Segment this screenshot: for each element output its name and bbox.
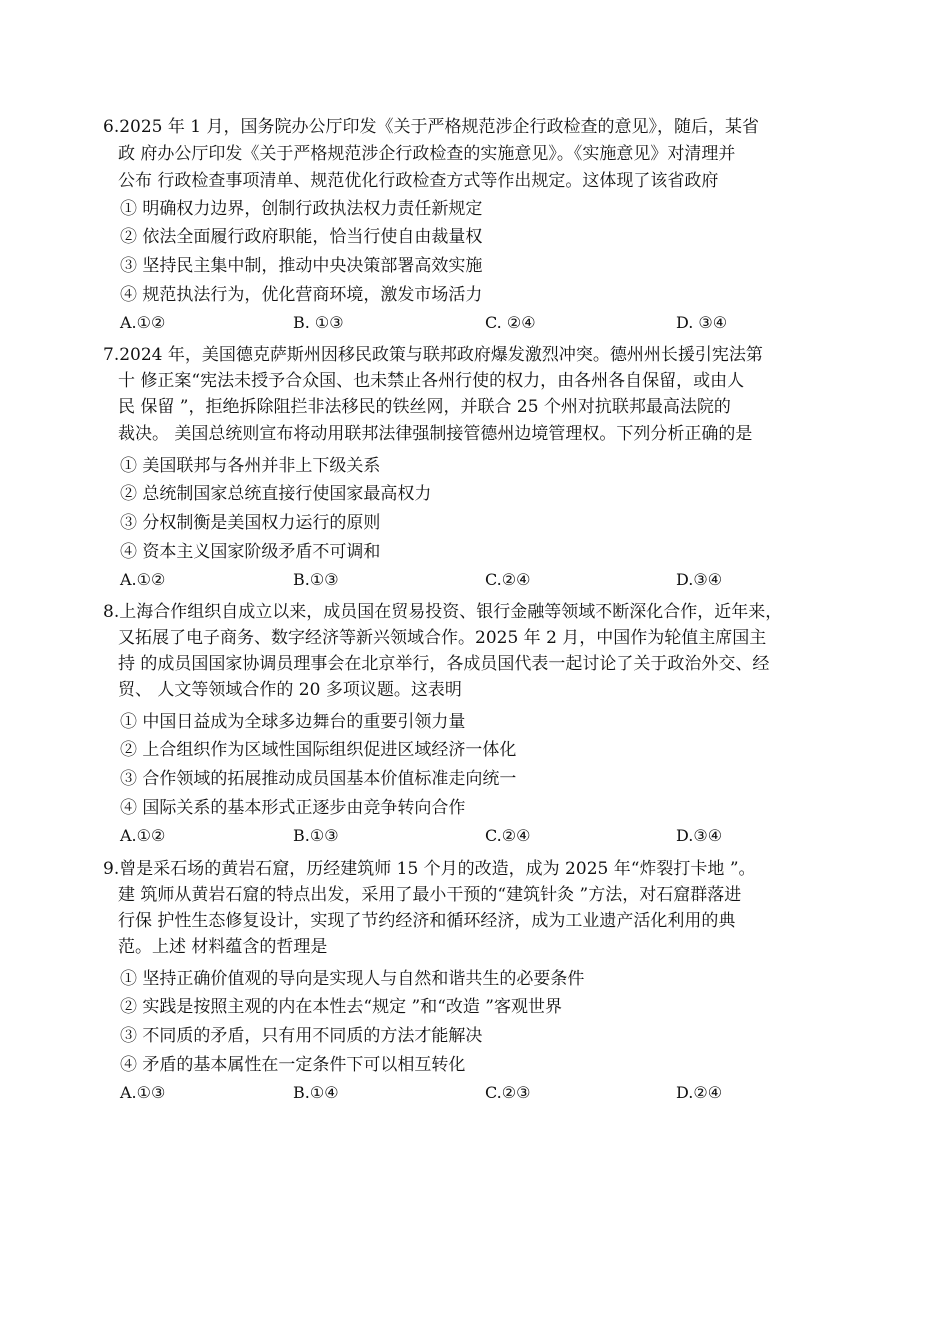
question-stem-line: 9.曾是采石场的黄岩石窟，历经建筑师 15 个月的改造，成为 2025 年“炸裂打卡地 ”。: [103, 859, 756, 879]
question-stem-line: 建 筑师从黄岩石窟的特点出发，采用了最小干预的“建筑针灸 ”方法，对石窟群落进: [118, 885, 742, 905]
statement-2: ② 上合组织作为区域性国际组织促进区域经济一体化: [120, 740, 517, 760]
statement-3: ③ 坚持民主集中制，推动中央决策部署高效实施: [120, 256, 483, 276]
choice-b[interactable]: B. ①③: [293, 313, 344, 332]
statement-4: ④ 资本主义国家阶级矛盾不可调和: [120, 542, 381, 562]
statement-3: ③ 合作领域的拓展推动成员国基本价值标准走向统一: [120, 769, 517, 789]
question-stem-line: 7.2024 年，美国德克萨斯州因移民政策与联邦政府爆发激烈冲突。德州州长援引宪法第: [103, 345, 763, 365]
statement-1: ① 坚持正确价值观的导向是实现人与自然和谐共生的必要条件: [120, 969, 585, 989]
question-stem-line: 8.上海合作组织自成立以来，成员国在贸易投资、银行金融等领域不断深化合作，近年来，: [103, 602, 783, 622]
statement-4: ④ 规范执法行为，优化营商环境，激发市场活力: [120, 285, 483, 305]
choice-c[interactable]: C. ②④: [485, 313, 536, 332]
choice-a[interactable]: A.①②: [120, 313, 166, 332]
question-stem-line: 政 府办公厅印发《关于严格规范涉企行政检查的实施意见》。《实施意见》对清理并: [118, 144, 736, 164]
choice-b[interactable]: B.①④: [293, 1083, 339, 1102]
question-stem-line: 又拓展了电子商务、数字经济等新兴领域合作。2025 年 2 月，中国作为轮值主席国主: [118, 628, 767, 648]
choice-d[interactable]: D. ③④: [676, 313, 728, 332]
choice-a[interactable]: A.①③: [120, 1083, 166, 1102]
statement-4: ④ 国际关系的基本形式正逐步由竞争转向合作: [120, 798, 466, 818]
choice-c[interactable]: C.②④: [485, 826, 531, 845]
choice-d[interactable]: D.③④: [676, 826, 723, 845]
statement-1: ① 中国日益成为全球多边舞台的重要引领力量: [120, 712, 466, 732]
question-stem-line: 持 的成员国国家协调员理事会在北京举行，各成员国代表一起讨论了关于政治外交、经: [118, 654, 770, 674]
statement-1: ① 美国联邦与各州并非上下级关系: [120, 456, 381, 476]
question-stem-line: 贸、 人文等领域合作的 20 多项议题。这表明: [118, 680, 462, 700]
question-stem-line: 十 修正案“宪法未授予合众国、也未禁止各州行使的权力，由各州各自保留，或由人: [118, 371, 745, 391]
question-stem-line: 公布 行政检查事项清单、规范优化行政检查方式等作出规定。这体现了该省政府: [118, 171, 719, 191]
statement-2: ② 总统制国家总统直接行使国家最高权力: [120, 484, 432, 504]
choice-c[interactable]: C.②④: [485, 570, 531, 589]
choice-d[interactable]: D.③④: [676, 570, 723, 589]
question-stem-line: 民 保留 ”，拒绝拆除阻拦非法移民的铁丝网，并联合 25 个州对抗联邦最高法院的: [118, 397, 731, 417]
question-stem-line: 6.2025 年 1 月，国务院办公厅印发《关于严格规范涉企行政检查的意见》，随后，某省: [103, 117, 760, 137]
question-stem-line: 范。上述 材料蕴含的哲理是: [118, 937, 328, 957]
statement-2: ② 实践是按照主观的内在本性去“规定 ”和“改造 ”客观世界: [120, 997, 562, 1017]
choice-d[interactable]: D.②④: [676, 1083, 723, 1102]
statement-3: ③ 不同质的矛盾，只有用不同质的方法才能解决: [120, 1026, 483, 1046]
question-stem-line: 裁决。 美国总统则宣布将动用联邦法律强制接管德州边境管理权。下列分析正确的是: [118, 424, 753, 444]
choice-a[interactable]: A.①②: [120, 570, 166, 589]
statement-4: ④ 矛盾的基本属性在一定条件下可以相互转化: [120, 1055, 466, 1075]
choice-a[interactable]: A.①②: [120, 826, 166, 845]
statement-1: ① 明确权力边界，创制行政执法权力责任新规定: [120, 199, 483, 219]
statement-3: ③ 分权制衡是美国权力运行的原则: [120, 513, 381, 533]
statement-2: ② 依法全面履行政府职能，恰当行使自由裁量权: [120, 227, 483, 247]
choice-c[interactable]: C.②③: [485, 1083, 531, 1102]
choice-b[interactable]: B.①③: [293, 826, 339, 845]
choice-b[interactable]: B.①③: [293, 570, 339, 589]
question-stem-line: 行保 护性生态修复设计，实现了节约经济和循环经济，成为工业遗产活化利用的典: [118, 911, 736, 931]
